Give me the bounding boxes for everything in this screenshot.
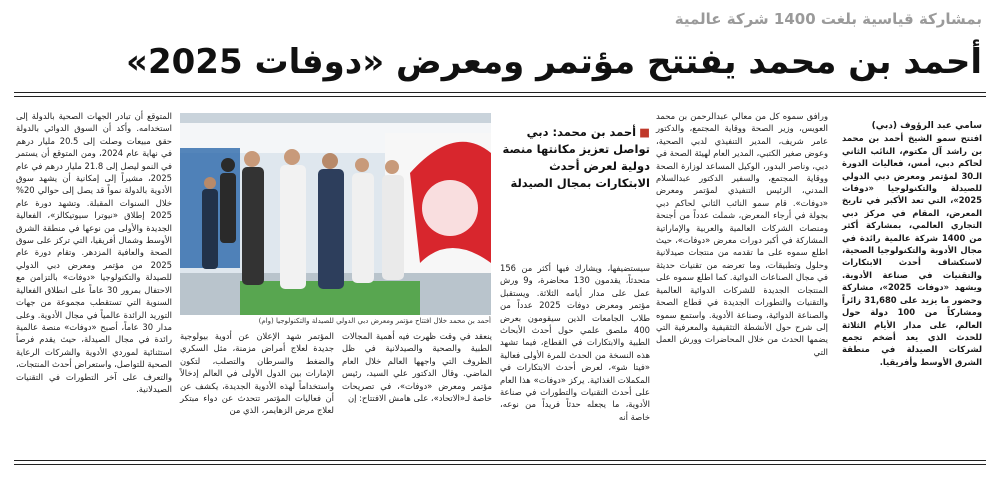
photo-illustration: [180, 113, 491, 315]
body-text-6: المتوقع أن تبادر الجهات الصحية بالدولة إلى استخدامه. وأكد أن السوق الدوائي بالدولة حقق مبيعات وصلت إلى 20.5 مليار درهم في نهاية عام 2024، ومن المتوقع أن يستمر في النمو ليصل إلى 21.8 مليار درهم في عام 2025، مشيراً إلى إمكانية أن يشهد سوق الأدوية بالدولة نمواً قد يصل إلى حوالي 20% خلال السنوات المقبلة. وتشهد دورة عام 2025 إطلاق «نيوترا سيوتيكالز»، الفعالية الجديدة والأولى من نوعها في منطقة الشرق الأوسط وشمال أفريقيا، التي تركز على سوق الصحة والعافية المزدهر. وتقام دورة عام 2025 من مؤتمر ومعرض دبي الدولي للصيدلة والتكنولوجيا «دوفات» بالتزامن مع الاحتفال بمرور 30 عاماً على انطلاق الفعالية السنوية التي تستقطب مجموعة من جهات التوريد الرائدة عالمياً في مجال الأدوية. وعلى مدار 30 عاماً، أصبح «دوفات» منصة عالمية رائدة في مجال الصيدلة، حيث يقدم فرصاً استثنائية لموردي الأدوية والشركات الرعاية الصحية للتواصل، واستعراض أحدث المنتجات، والتعرف على آخر التطورات في التقنيات الصيدلانية.: [15, 111, 172, 394]
photo-caption: أحمد بن محمد خلال افتتاح مؤتمر ومعرض دبي الدولي للصيدلة والتكنولوجيا (وام): [258, 317, 491, 325]
subheadline-text: أحمد بن محمد: دبي تواصل تعزيز مكانتها منصة دولية لعرض أحدث الابتكارات بمجال الصيدلة: [502, 125, 650, 190]
body-text-4: ينعقد في وقت ظهرت فيه أهمية المجالات الطبية والصحية والصيدلانية في ظل الظروف التي واجهها العالم خلال العام الماضي. وقال الدكتور علي السيد، رئيس مؤتمر ومعرض «دوفات»، في تصريحات خاصة لـ«الاتحاد»، على هامش الافتتاح: إن: [342, 331, 492, 404]
lead-paragraph: افتتح سمو الشيخ أحمد بن محمد بن راشد آل مكتوم، النائب الثاني لحاكم دبي، أمس، فعاليات الدورة الـ30 لمؤتمر ومعرض دبي الدولي للصيدلة والتكنولوجيا «دوفات 2025»، التي تعد الأكبر في تاريخ المعرض، المقام في مركز دبي التجاري العالمي، بمشاركة أكثر من 1400 شركة عالمية رائدة في مجال الأدوية والتكنولوجيا الصحية، لاستكشاف أحدث الابتكارات والتقنيات في صناعة الأدوية. ويشهد «دوفات 2025»، مشاركة وحضور ما يزيد على 31,680 زائراً ومشاركاً من 100 دولة حول العالم، على مدار الأيام الثلاثة للحدث الذي يعد أضخم تجمع لشركات الصيدلة في منطقة الشرق الأوسط وأفريقيا.: [842, 133, 983, 367]
body-column-3: [500, 262, 650, 458]
body-text-3: سيستضيفها، ويشارك فيها أكثر من 156 متحدثاً، يقدمون 130 محاضرة، و9 ورش عمل على مدار أيامه الثلاثة. ويستقبل مؤتمر ومعرض دوفات 2025 عدداً من طلاب الجامعات الذين سيقومون بعرض 400 ملصق علمي حول أحدث الأبحاث الطبية والابتكارات في القطاع، فيما تشهد هذه النسخة من الحدث للمرة الأولى فعالية «فيتا شو»، لعرض أحدث الابتكارات في المكملات الغذائية. يركز «دوفات» هذا العام على أحدث التقنيات والتطورات في صناعة الأدوية، ما يجعله حدثاً فريداً من نوعه، خاصة أنه: [500, 263, 650, 422]
headline: أحمد بن محمد يفتتح مؤتمر ومعرض «دوفات 2025»: [126, 42, 982, 82]
subhead-bullet-icon: ■: [639, 125, 650, 139]
body-column-6: [16, 110, 172, 458]
body-column-5: [180, 330, 334, 458]
bottom-rule: [14, 460, 986, 465]
body-column-2: [656, 110, 828, 458]
body-column-4: [342, 330, 492, 458]
lead-column: [842, 120, 982, 458]
subheadline: [502, 124, 650, 192]
body-text-2: ورافق سموه كل من معالي عبدالرحمن بن محمد العويس، وزير الصحة ووقاية المجتمع، والدكتور عامر شريف، المدير التنفيذي لدبي الصحية، وعوض صغير الكتبي، المدير العام لهيئة الصحة في دبي، وناصر البدور، الوكيل المساعد لوزارة الصحة ووقاية المجتمع، والسفير الدكتور عبدالسلام المدني، الرئيس التنفيذي لمؤتمر ومعرض «دوفات». قام سمو النائب الثاني لحاكم دبي بجولة في أرجاء المعرض، شملت عدداً من أجنحة ومنصات الشركات العالمية والعربية والإماراتية المشاركة في أكبر دورات معرض «دوفات»، حيث اطلع سموه على ما تقدمه من منتجات صيدلانية وحلول وتطبيقات، وما تعرضه من تقنيات حديثة في مجال الصناعات الدوائية. كما اطلع سموه على المنتجات الجديدة للشركات الدوائية العالمية والتقنيات والتطورات الجديدة في قطاع الصحة والصناعة الدوائية، وصناعة الأدوية. واستمع سموه إلى شرح حول الأنشطة التثقيفية والمعرفية التي يضمها الحدث من خلال المحاضرات وورش العمل التي: [656, 111, 828, 357]
byline: سامي عبد الرؤوف (دبي): [871, 121, 982, 131]
body-text-5: المؤتمر شهد الإعلان عن أدوية بيولوجية جديدة لعلاج أمراض مزمنة، مثل السكري والضغط والسرطان والتصلب، لتكون الإمارات بين الدول الأولى في العالم إدخالاً واستخداماً لهذه الأدوية الجديدة، يكشف عن أن فعاليات المؤتمر تتحدث عن دواء مبتكر لعلاج مرض الزهايمر، الذي من: [180, 331, 334, 416]
event-photo: [180, 113, 491, 315]
top-rule: [14, 92, 986, 97]
kicker: بمشاركة قياسية بلغت 1400 شركة عالمية: [674, 10, 982, 28]
